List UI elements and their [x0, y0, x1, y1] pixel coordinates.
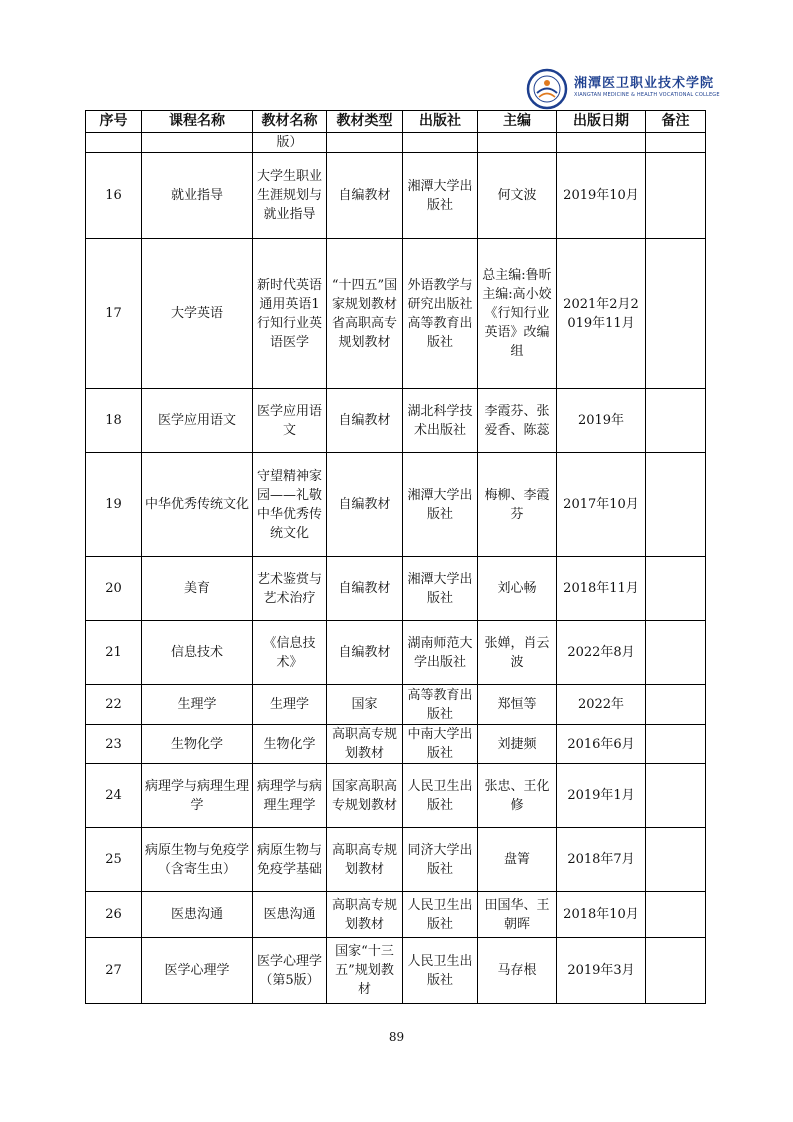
school-name: 湘潭医卫职业技术学院: [574, 76, 715, 91]
cell-editor: 总主编:鲁昕主编:高小姣《行知行业英语》改编组: [478, 239, 557, 389]
textbook-table: [85, 110, 706, 1004]
cell-no: 24: [86, 764, 142, 828]
cell-no: 16: [86, 153, 142, 239]
table-cell: [478, 133, 557, 153]
cell-publisher: 湘潭大学出版社: [403, 453, 478, 557]
cell-note: [646, 725, 706, 764]
cell-editor: 张忠、王化修: [478, 764, 557, 828]
cell-editor: 张婵，肖云波: [478, 621, 557, 685]
table-cell: [86, 133, 142, 153]
cell-date: 2019年1月: [557, 764, 646, 828]
cell-textbook: 病原生物与免疫学基础: [253, 828, 327, 892]
table-cell: [403, 133, 478, 153]
cell-type: “十四五”国家规划教材省高职高专规划教材: [327, 239, 403, 389]
cell-textbook: 医学心理学（第5版）: [253, 938, 327, 1004]
cell-editor: 郑恒等: [478, 685, 557, 725]
cell-course: 生理学: [142, 685, 253, 725]
cell-textbook: 医学应用语文: [253, 389, 327, 453]
column-header: 出版日期: [557, 111, 646, 133]
cell-textbook: 守望精神家园——礼敬中华优秀传统文化: [253, 453, 327, 557]
cell-type: 国家: [327, 685, 403, 725]
cell-textbook: 大学生职业生涯规划与就业指导: [253, 153, 327, 239]
cell-editor: 刘心畅: [478, 557, 557, 621]
table-cell: 版）: [253, 133, 327, 153]
table-row: [86, 764, 706, 828]
cell-no: 23: [86, 725, 142, 764]
cell-no: 26: [86, 892, 142, 938]
cell-date: 2018年11月: [557, 557, 646, 621]
cell-note: [646, 892, 706, 938]
cell-note: [646, 685, 706, 725]
cell-type: 高职高专规划教材: [327, 725, 403, 764]
cell-course: 病理学与病理生理学: [142, 764, 253, 828]
cell-editor: 刘捷频: [478, 725, 557, 764]
table-cell: [646, 133, 706, 153]
cell-no: 18: [86, 389, 142, 453]
table-row: [86, 725, 706, 764]
cell-type: 高职高专规划教材: [327, 828, 403, 892]
cell-type: 自编教材: [327, 389, 403, 453]
cell-textbook: 生物化学: [253, 725, 327, 764]
table-row: [86, 621, 706, 685]
cell-note: [646, 764, 706, 828]
cell-no: 27: [86, 938, 142, 1004]
cell-course: 医学应用语文: [142, 389, 253, 453]
cell-note: [646, 621, 706, 685]
cell-type: 自编教材: [327, 621, 403, 685]
cell-textbook: 新时代英语通用英语1行知行业英语医学: [253, 239, 327, 389]
school-emblem-icon: [526, 68, 568, 110]
cell-publisher: 湖北科学技术出版社: [403, 389, 478, 453]
cell-no: 19: [86, 453, 142, 557]
cell-note: [646, 938, 706, 1004]
cell-no: 25: [86, 828, 142, 892]
table-row: [86, 389, 706, 453]
cell-course: 生物化学: [142, 725, 253, 764]
cell-publisher: 高等教育出版社: [403, 685, 478, 725]
cell-type: 自编教材: [327, 453, 403, 557]
cell-editor: 梅柳、李霞芬: [478, 453, 557, 557]
cell-no: 21: [86, 621, 142, 685]
cell-course: 医患沟通: [142, 892, 253, 938]
cell-course: 美育: [142, 557, 253, 621]
cell-date: 2021年2月2019年11月: [557, 239, 646, 389]
cell-date: 2022年: [557, 685, 646, 725]
cell-type: 自编教材: [327, 153, 403, 239]
cell-note: [646, 153, 706, 239]
column-header: 主编: [478, 111, 557, 133]
cell-publisher: 外语教学与研究出版社高等教育出版社: [403, 239, 478, 389]
table-row: [86, 453, 706, 557]
page-number: 89: [388, 1030, 405, 1044]
column-header: 出版社: [403, 111, 478, 133]
cell-editor: 马存根: [478, 938, 557, 1004]
cell-textbook: 医患沟通: [253, 892, 327, 938]
column-header: 序号: [86, 111, 142, 133]
cell-date: 2018年7月: [557, 828, 646, 892]
cell-note: [646, 239, 706, 389]
table-row: [86, 239, 706, 389]
cell-type: 国家“十三五”规划教材: [327, 938, 403, 1004]
cell-course: 医学心理学: [142, 938, 253, 1004]
cell-type: 自编教材: [327, 557, 403, 621]
cell-publisher: 湖南师范大学出版社: [403, 621, 478, 685]
table-row: [86, 685, 706, 725]
cell-course: 中华优秀传统文化: [142, 453, 253, 557]
cell-date: 2016年6月: [557, 725, 646, 764]
table-cell: [327, 133, 403, 153]
cell-textbook: 生理学: [253, 685, 327, 725]
cell-note: [646, 453, 706, 557]
column-header: 课程名称: [142, 111, 253, 133]
column-header: 教材名称: [253, 111, 327, 133]
cell-course: 就业指导: [142, 153, 253, 239]
cell-editor: 盘箐: [478, 828, 557, 892]
cell-publisher: 同济大学出版社: [403, 828, 478, 892]
table-row: [86, 153, 706, 239]
cell-publisher: 人民卫生出版社: [403, 892, 478, 938]
cell-textbook: 艺术鉴赏与艺术治疗: [253, 557, 327, 621]
cell-note: [646, 389, 706, 453]
continuation-row: [86, 133, 706, 153]
table-cell: [142, 133, 253, 153]
cell-publisher: 湘潭大学出版社: [403, 557, 478, 621]
table-row: [86, 828, 706, 892]
cell-publisher: 人民卫生出版社: [403, 938, 478, 1004]
cell-date: 2019年: [557, 389, 646, 453]
cell-no: 17: [86, 239, 142, 389]
cell-publisher: 中南大学出版社: [403, 725, 478, 764]
table-cell: [557, 133, 646, 153]
cell-date: 2017年10月: [557, 453, 646, 557]
cell-publisher: 人民卫生出版社: [403, 764, 478, 828]
cell-course: 大学英语: [142, 239, 253, 389]
table-row: [86, 938, 706, 1004]
column-header: 教材类型: [327, 111, 403, 133]
cell-editor: 田国华、王朝晖: [478, 892, 557, 938]
table-row: [86, 557, 706, 621]
cell-type: 高职高专规划教材: [327, 892, 403, 938]
cell-date: 2019年3月: [557, 938, 646, 1004]
cell-no: 20: [86, 557, 142, 621]
cell-date: 2018年10月: [557, 892, 646, 938]
cell-textbook: 病理学与病理生理学: [253, 764, 327, 828]
cell-publisher: 湘潭大学出版社: [403, 153, 478, 239]
cell-editor: 李霞芬、张爱香、陈蕊: [478, 389, 557, 453]
column-header: 备注: [646, 111, 706, 133]
cell-note: [646, 828, 706, 892]
table-header-row: [86, 111, 706, 133]
cell-course: 病原生物与免疫学（含寄生虫）: [142, 828, 253, 892]
cell-editor: 何文波: [478, 153, 557, 239]
cell-no: 22: [86, 685, 142, 725]
school-name-en: XIANGTAN MEDICINE & HEALTH VOCATIONAL COLLEGE: [574, 92, 720, 98]
cell-date: 2022年8月: [557, 621, 646, 685]
cell-textbook: 《信息技术》: [253, 621, 327, 685]
table-row: [86, 892, 706, 938]
cell-course: 信息技术: [142, 621, 253, 685]
cell-type: 国家高职高专规划教材: [327, 764, 403, 828]
cell-note: [646, 557, 706, 621]
school-logo: [522, 66, 722, 110]
cell-date: 2019年10月: [557, 153, 646, 239]
